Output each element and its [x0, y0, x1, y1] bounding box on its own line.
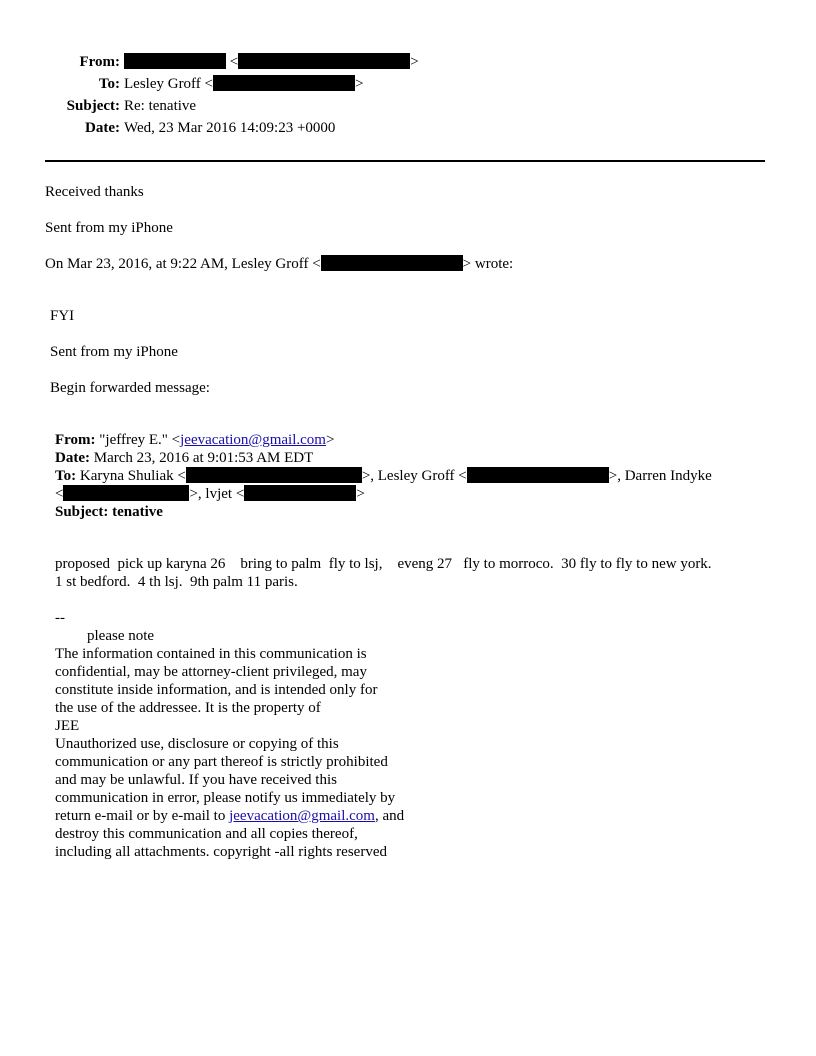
redacted-block: [467, 467, 609, 483]
forwarded-to-label: To:: [55, 468, 77, 484]
disclaimer-line: The information contained in this communication is: [55, 646, 367, 662]
header-to-label: To:: [98, 76, 120, 92]
header-from-value: [124, 52, 419, 72]
header-subject-value: Re: tenative: [124, 98, 197, 114]
redacted-block: [238, 53, 410, 69]
header-subject-label: Subject:: [66, 98, 120, 114]
header-subject-row: [0, 96, 500, 116]
signature-please-note: please note: [87, 628, 155, 644]
forward-sent: Sent from my iPhone: [50, 344, 178, 360]
disclaimer-line: constitute inside information, and is intended only for: [55, 682, 378, 698]
forwarded-from-label: From:: [55, 432, 96, 448]
angle-close: >: [355, 76, 364, 92]
signature-dashes: --: [55, 610, 65, 626]
redacted-block: [186, 467, 362, 483]
angle-open: <: [55, 486, 64, 502]
forwarded-to-darren: >, Darren Indyke: [608, 468, 712, 484]
forwarded-to-row: [55, 467, 755, 503]
reply-quote-line: [45, 255, 513, 273]
header-date-value: Wed, 23 Mar 2016 14:09:23 +0000: [124, 120, 336, 136]
header-from-label: From:: [79, 54, 120, 70]
disclaimer-line: confidential, may be attorney-client privileged, may: [55, 664, 367, 680]
disclaimer-line: destroy this communication and all copies thereof,: [55, 826, 358, 842]
angle-close: >: [410, 54, 419, 70]
angle-close: >: [356, 486, 365, 502]
forwarded-date-label: Date:: [55, 450, 90, 466]
reply-quote-suffix: > wrote:: [462, 256, 514, 272]
forwarded-subject-value: tenative: [112, 504, 163, 520]
disclaimer-line: and may be unlawful. If you have received this: [55, 772, 337, 788]
disclaimer-line: JEE: [55, 718, 80, 734]
header-date-label: Date:: [85, 120, 120, 136]
forwarded-date-value: March 23, 2016 at 9:01:53 AM EDT: [93, 450, 314, 466]
redacted-block: [63, 485, 189, 501]
reply-line-sent: Sent from my iPhone: [45, 220, 173, 236]
forwarded-to-lvjet: >, lvjet <: [189, 486, 245, 502]
forwarded-to-lesley: >, Lesley Groff <: [361, 468, 467, 484]
disclaimer-line: communication or any part thereof is strictly prohibited: [55, 754, 388, 770]
forwarded-subject-row: [55, 503, 755, 521]
message-line: proposed pick up karyna 26 bring to palm fly to lsj, eveng 27 fly to morroco. 30 fly to fly to new york.: [55, 556, 712, 572]
redacted-block: [244, 485, 356, 501]
angle-open: <: [229, 54, 239, 70]
redacted-block: [213, 75, 355, 91]
reply-line-received: Received thanks: [45, 184, 144, 200]
disclaimer-return-prefix: return e-mail or by e-mail to: [55, 808, 230, 824]
forwarded-from-name: "jeffrey E." <: [99, 432, 181, 448]
disclaimer-line: including all attachments. copyright -all rights reserved: [55, 844, 387, 860]
header-date-row: [0, 118, 500, 138]
header-from-row: [0, 52, 500, 72]
disclaimer-return-line: [55, 807, 475, 825]
reply-quote-prefix: On Mar 23, 2016, at 9:22 AM, Lesley Groff <: [45, 256, 321, 272]
disclaimer-line: Unauthorized use, disclosure or copying of this: [55, 736, 339, 752]
forwarded-to-karyna: Karyna Shuliak <: [79, 468, 186, 484]
header-to-value: [124, 74, 363, 94]
disclaimer-return-suffix: , and: [374, 808, 405, 824]
disclaimer-line: communication in error, please notify us immediately by: [55, 790, 396, 806]
forward-fyi: FYI: [50, 308, 75, 324]
forwarded-headers: [55, 431, 755, 521]
header-to-name: Lesley Groff <: [124, 76, 213, 92]
redacted-block: [124, 53, 226, 69]
forwarded-date-row: [55, 449, 755, 467]
message-body: [55, 555, 765, 591]
header-divider: [45, 160, 765, 162]
signature-disclaimer: [55, 609, 475, 861]
forward-begin: Begin forwarded message:: [50, 380, 210, 396]
message-line: 1 st bedford. 4 th lsj. 9th palm 11 paris.: [55, 574, 298, 590]
forwarded-subject-label: Subject:: [55, 504, 109, 520]
header-to-row: [0, 74, 500, 94]
forwarded-from-row: [55, 431, 755, 449]
angle-close: >: [325, 432, 335, 448]
disclaimer-email-link[interactable]: jeevacation@gmail.com: [229, 808, 375, 824]
redacted-block: [321, 255, 463, 271]
forwarded-from-email-link[interactable]: jeevacation@gmail.com: [180, 432, 326, 448]
disclaimer-line: the use of the addressee. It is the property of: [55, 700, 321, 716]
